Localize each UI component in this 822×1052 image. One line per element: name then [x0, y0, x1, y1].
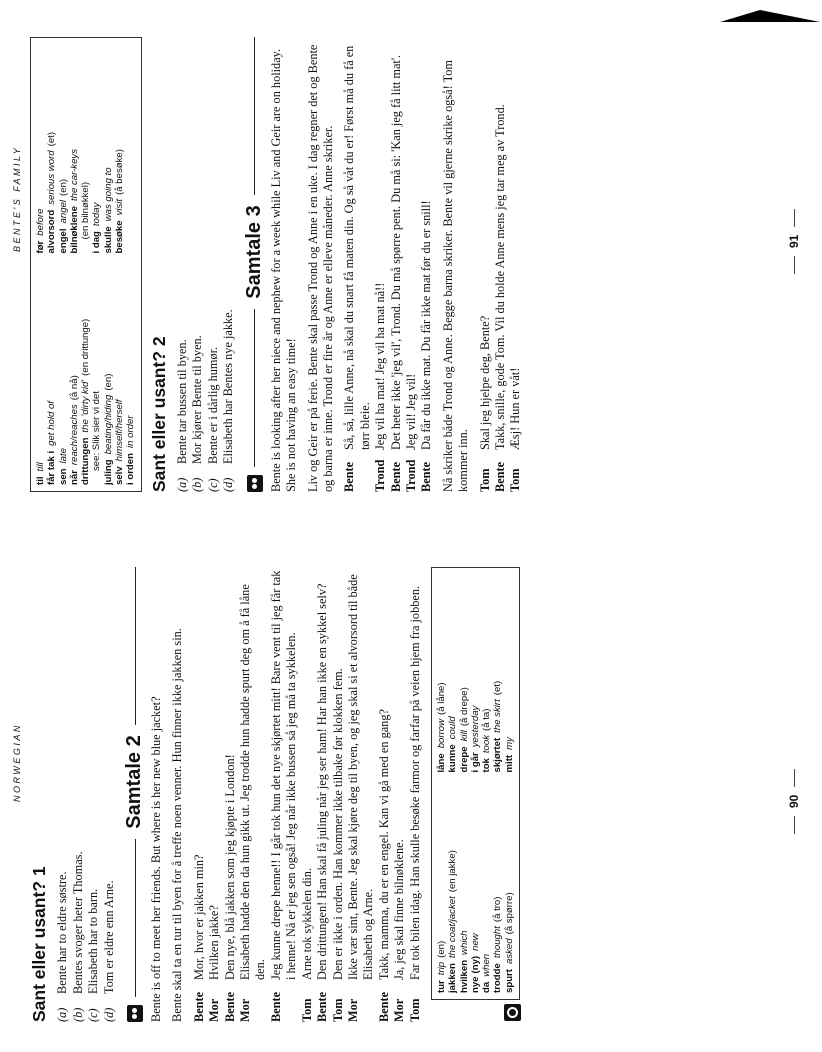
vocab-gloss: trip: [435, 961, 447, 976]
quiz-item-letter: (b): [70, 1007, 85, 1022]
quiz-1-title: Sant eller usant? 1: [29, 866, 49, 1022]
vocab-entry: [80, 276, 91, 486]
vocab-gloss: beating/hiding: [102, 394, 114, 455]
vocab-word: spurt: [503, 969, 515, 993]
quiz-item: [102, 567, 117, 1022]
vocab-word: tok: [481, 758, 493, 773]
dialogue-line: [493, 37, 508, 492]
vocab-entry: [91, 44, 102, 254]
speaker-name: Trond: [403, 459, 418, 492]
vocab-gloss: was going to: [102, 167, 114, 222]
quiz-item-text: Bentes svoger heter Thomas.: [70, 851, 85, 994]
vocab-gloss: the car-keys: [68, 148, 80, 202]
vocab-word: kunne: [447, 744, 459, 773]
vocab-entry: [35, 44, 46, 254]
vocab-word: da: [481, 981, 493, 993]
intro-norwegian: Liv og Geir er på ferie. Bente skal passe Trond og Anne i en uke. I dag regner det og Bente og barna er inne. Trond er fire år og Anne er elleve måneder. Anne skriker.: [305, 44, 335, 492]
dialogue-line: [207, 567, 222, 1022]
dialogue-text: Ikke vær sint, Bente. Jeg skal kjøre deg til byen, og jeg skal si et alvorsord til både Elisabeth og Arne.: [345, 574, 376, 980]
vocab-word: i orden: [125, 453, 137, 485]
vocab-entry: [46, 276, 57, 486]
book-spine-shadow: [720, 10, 820, 22]
dialogue-line: [315, 567, 330, 1022]
vocab-gloss: the 'dirty kid': [80, 379, 92, 433]
dialogue-text: Den nye, blå jakken som jeg kjøpte i London!: [222, 754, 237, 980]
vocab-note: (en): [435, 940, 447, 958]
dialogue-text: Far tok bilen idag. Han skulle besøke farmor og farfar på veien hjem fra jobben.: [407, 585, 422, 980]
dialogue-text: Jeg kunne drepe henne!! I går tok hun det nye skjørtet mitt! Bare vent til jeg får tak i henne! Nå er jeg sen også! Jeg når ikke bussen så jeg må ta sykkelen.: [268, 570, 299, 980]
dialogue-line: [300, 567, 315, 1022]
vocab-entry: [492, 574, 503, 773]
quiz-item: [55, 567, 70, 1022]
page-number-left: 90: [787, 761, 801, 842]
cassette-icon: [127, 1005, 143, 1022]
vocab-box-right: [30, 37, 142, 492]
vocab-gloss: serious word: [46, 150, 58, 205]
vocab-entry: [46, 44, 57, 254]
vocab-gloss: which: [458, 930, 470, 955]
vocab-word: nye: [469, 976, 481, 993]
dialogue-text: Det heter ikke 'jeg vil', Trond. Du må spørre pent. Du må si: 'Kan jeg få litt mat'.: [388, 54, 403, 450]
vocab-gloss: asked: [503, 938, 515, 965]
left-page-column: [30, 567, 520, 1022]
speaker-name: Bente: [419, 461, 434, 492]
dialogue-text: Takk, mamma, du er en engel. Kan vi gå med en gang?: [376, 709, 391, 980]
samtale-3-heading: [243, 37, 265, 492]
quiz-item: [86, 567, 101, 1022]
vocab-word: når: [68, 470, 80, 485]
vocab-word: alvorsord: [46, 209, 58, 254]
speaker-name: Bente: [191, 991, 206, 1022]
vocab-entry: [481, 574, 492, 773]
quiz-item-letter: (d): [221, 477, 236, 492]
vocab-note: (å drepe): [458, 687, 470, 727]
dialogue-text: Jeg vil ha mat! Jeg vil ha mat nå!!: [373, 282, 388, 450]
vocab-note: (å låne): [435, 682, 447, 715]
vocab-gloss: visit: [114, 198, 126, 216]
speaker-name: Mor: [238, 998, 253, 1022]
heading-rule: [135, 839, 136, 997]
vocab-note: (å besøke): [114, 149, 126, 195]
quiz-1-list: [55, 567, 117, 1022]
dialogue: [478, 37, 524, 492]
dialogue-line: [238, 567, 269, 1022]
vocab-box-left: [431, 567, 520, 1000]
vocab-word: juling: [102, 459, 114, 485]
dialogue-text: Æsj! Hun er våt!: [508, 367, 523, 450]
vocab-word-form: (ny): [469, 955, 481, 974]
quiz-item: [71, 567, 86, 1022]
speaker-name: Bente: [492, 461, 507, 492]
speaker-name: Trond: [373, 459, 388, 492]
vocab-gloss: thought: [492, 926, 504, 959]
vocab-word: jakken: [447, 963, 459, 993]
speaker-name: Mor: [345, 998, 360, 1022]
vocab-entry: [459, 795, 470, 994]
dialogue-line: [342, 37, 373, 492]
samtale-2-heading: [123, 567, 146, 1022]
intro-english: Bente is off to meet her friends. But where is her new blue jacket?: [149, 696, 164, 1022]
vocab-entry: [492, 795, 503, 994]
vocab-word: besøke: [114, 220, 126, 254]
vocab-note: (en bilnøkkel): [80, 181, 92, 240]
quiz-item-text: Bente tar bussen til byen.: [175, 339, 190, 464]
speaker-name: Tom: [299, 998, 314, 1022]
quiz-item: [190, 37, 205, 492]
speaker-name: Tom: [477, 468, 492, 492]
vocab-gloss: in order: [125, 415, 137, 449]
vocab-note: (å nå): [68, 375, 80, 401]
dialogue-line: [223, 567, 238, 1022]
dialogue-text: Den drittungen! Han skal få juling når jeg ser ham! Har han ikke en sykkel selv?: [315, 583, 330, 980]
vocab-word: får tak i: [46, 450, 58, 485]
vocab-gloss: new: [469, 933, 481, 951]
vocab-entry: [114, 44, 125, 254]
vocab-entry: [58, 44, 69, 254]
vocab-entry: [436, 795, 447, 994]
vocab-word: skjørtet: [492, 737, 504, 773]
dialogue-text: Arne tok sykkelen din.: [299, 867, 314, 980]
dialogue: [192, 567, 423, 1022]
dialogue-line: [192, 567, 207, 1022]
speaker-name: Tom: [407, 998, 422, 1022]
dialogue-line: [392, 567, 407, 1022]
vocab-word: før: [35, 240, 46, 254]
vocab-word: skulle: [102, 226, 114, 254]
vocab-word: i går: [469, 752, 481, 773]
vocab-note: (å tro): [492, 896, 504, 923]
speaker-name: Bente: [222, 991, 237, 1022]
vocab-entry: [58, 276, 69, 486]
vocab-entry: [470, 574, 481, 773]
vocab-entry: [69, 276, 80, 486]
speaker-name: Bente: [315, 991, 330, 1022]
page-number-right: 91: [787, 201, 801, 282]
quiz-item-text: Elisabeth har Bentes nye jakke.: [221, 309, 236, 464]
vocab-gloss: my: [503, 737, 515, 750]
quiz-item-letter: (c): [205, 478, 220, 492]
vocab-word: mitt: [503, 754, 515, 773]
dialogue: [342, 37, 434, 492]
narration: Nå skriker både Trond og Anne. Begge barna skriker. Bente vil gjerne skrike også! Tom kommer inn.: [440, 60, 471, 492]
speaker-name: Mor: [392, 998, 407, 1022]
quiz-item-letter: (c): [86, 1008, 101, 1022]
section-title: Samtale 2: [123, 735, 146, 829]
vocab-entry: [91, 276, 102, 486]
vocab-entry: [69, 44, 80, 254]
quiz-2-title: Sant eller usant? 2: [148, 336, 169, 492]
vocab-entry: [504, 795, 515, 994]
speaker-name: Bente: [342, 461, 357, 492]
vocab-word: drittungen: [80, 437, 92, 485]
dialogue-line: [419, 37, 434, 492]
quiz-item-letter: (d): [101, 1007, 116, 1022]
vocab-column: [35, 276, 137, 486]
dialogue-text: Takk, snille, gode Tom. Vil du holde Anne mens jeg tar meg av Trond.: [492, 104, 507, 450]
cassette-icon: [247, 475, 263, 492]
vocab-note: (å spørre): [503, 892, 515, 935]
quiz-item: [221, 37, 236, 492]
dialogue-line: [478, 37, 493, 492]
quiz-item-text: Tom er eldre enn Arne.: [101, 880, 116, 994]
vocab-word: trodde: [492, 963, 504, 993]
dialogue-line: [346, 567, 377, 1022]
dialogue-line: [269, 567, 300, 1022]
intro-norwegian: Bente skal ta en tur til byen for å treffe noen venner. Hun finner ikke jakken sin.: [170, 628, 185, 1022]
vocab-gloss: late: [57, 447, 69, 464]
dialogue-text: Jeg vil! Jeg vil!: [403, 373, 418, 450]
vocab-word: bilnøklene: [68, 206, 80, 254]
vocab-word: selv: [114, 466, 126, 485]
vocab-word: til: [35, 476, 46, 485]
vocab-gloss: could: [447, 716, 459, 740]
vocab-gloss: took: [481, 734, 493, 754]
vocab-note: see: Slik sier vi det: [91, 391, 103, 471]
running-head-left: NORWEGIAN: [12, 723, 22, 802]
vocab-entry: [125, 276, 136, 486]
dialogue-line: [373, 37, 388, 492]
quiz-item-text: Elisabeth har to barn.: [86, 888, 101, 994]
heading-rule: [254, 37, 255, 195]
quiz-item: [206, 37, 221, 492]
vocab-gloss: till: [35, 462, 46, 472]
speaker-name: Tom: [330, 998, 345, 1022]
vocab-gloss: yesterday: [469, 705, 481, 748]
vocab-gloss: borrow: [435, 718, 447, 749]
dialogue-text: Ja, jeg skal finne bilnøklene.: [392, 839, 407, 980]
vocab-entry: [114, 276, 125, 486]
running-head-right: BENTE'S FAMILY: [12, 145, 22, 252]
vocab-entry: [35, 276, 46, 486]
quiz-2-list: [175, 37, 237, 492]
vocab-gloss: the coat/jacket: [447, 896, 459, 959]
speaker-name: Tom: [508, 468, 523, 492]
vocab-gloss: today: [91, 202, 103, 227]
vocab-entry: [80, 44, 91, 254]
vocab-note: (å ta): [481, 708, 493, 731]
dialogue-line: [389, 37, 404, 492]
vocab-entry: [436, 574, 447, 773]
speaker-name: Mor: [207, 998, 222, 1022]
heading-rule: [254, 309, 255, 467]
vocab-word: hvilken: [458, 959, 470, 993]
dialogue-line: [331, 567, 346, 1022]
dialogue-line: [408, 567, 423, 1022]
dialogue-line: [508, 37, 523, 492]
vocab-word: i dag: [91, 231, 103, 254]
quiz-item-letter: (a): [175, 477, 190, 492]
dialogue-text: Så, så, lille Anne, nå skal du snart få maten din. Og så våt du er! Først må du få en tørr bleie.: [342, 45, 372, 450]
vocab-gloss: reach/reaches: [68, 404, 80, 466]
quiz-item-text: Mor kjører Bente til byen.: [190, 335, 205, 464]
vocab-gloss: angel: [57, 199, 69, 224]
vocab-gloss: get hold of: [46, 401, 58, 446]
vocab-note: (et): [492, 680, 504, 696]
vocab-note: (en): [57, 178, 69, 196]
vocab-note: (en): [102, 373, 114, 391]
vocab-entry: [447, 795, 458, 994]
dialogue-text: Mor, hvor er jakken min?: [191, 854, 206, 980]
vocab-column: [35, 44, 137, 254]
section-title: Samtale 3: [243, 205, 265, 299]
vocab-entry: [459, 574, 470, 773]
vocab-word: låne: [435, 753, 447, 773]
speaker-name: Bente: [388, 461, 403, 492]
vocab-word: engel: [57, 228, 69, 254]
dialogue-text: Skal jeg hjelpe deg, Bente?: [477, 315, 492, 450]
key-icon: [504, 1004, 521, 1021]
right-page-column: [30, 37, 524, 492]
vocab-entry: [103, 276, 114, 486]
vocab-gloss: the skirt: [492, 699, 504, 733]
quiz-item-letter: (a): [55, 1007, 70, 1022]
speaker-name: Bente: [268, 991, 283, 1022]
vocab-word: drepe: [458, 746, 470, 773]
vocab-column: [436, 574, 515, 773]
quiz-item-letter: (b): [190, 477, 205, 492]
vocab-word: sen: [57, 468, 69, 485]
vocab-word: tur: [435, 980, 447, 993]
dialogue-text: Hvilken jakke?: [207, 905, 222, 980]
vocab-entry: [470, 795, 481, 994]
vocab-gloss: kill: [458, 730, 470, 742]
speaker-name: Bente: [376, 991, 391, 1022]
dialogue-text: Elisabeth hadde den da hun gikk ut. Jeg trodde hun hadde spurt deg om å få låne den.: [238, 584, 268, 980]
quiz-item-text: Bente er i dårlig humør.: [205, 346, 220, 464]
dialogue-text: Den er ikke i orden. Han kommer ikke tilbake før klokken fem.: [330, 668, 345, 980]
intro-english: Bente is looking after her niece and nephew for a week while Liv and Geir are on holiday. She is not having an easy time!: [268, 48, 299, 492]
vocab-gloss: when: [481, 953, 493, 977]
vocab-column: [436, 795, 515, 994]
dialogue-line: [404, 37, 419, 492]
dialogue-line: [377, 567, 392, 1022]
vocab-entry: [447, 574, 458, 773]
vocab-note: (en jakke): [447, 850, 459, 893]
vocab-note: (en drittunge): [80, 318, 92, 376]
vocab-gloss: before: [35, 208, 46, 236]
vocab-gloss: himself/herself: [114, 399, 126, 462]
vocab-note: (et): [46, 131, 58, 147]
vocab-entry: [481, 795, 492, 994]
dialogue-text: Da får du ikke mat. Du får ikke mat før du er snill!: [419, 200, 434, 450]
vocab-entry: [103, 44, 114, 254]
quiz-item: [175, 37, 190, 492]
quiz-item-text: Bente har to eldre søstre.: [55, 871, 70, 994]
heading-rule: [135, 567, 136, 725]
vocab-entry: [504, 574, 515, 773]
